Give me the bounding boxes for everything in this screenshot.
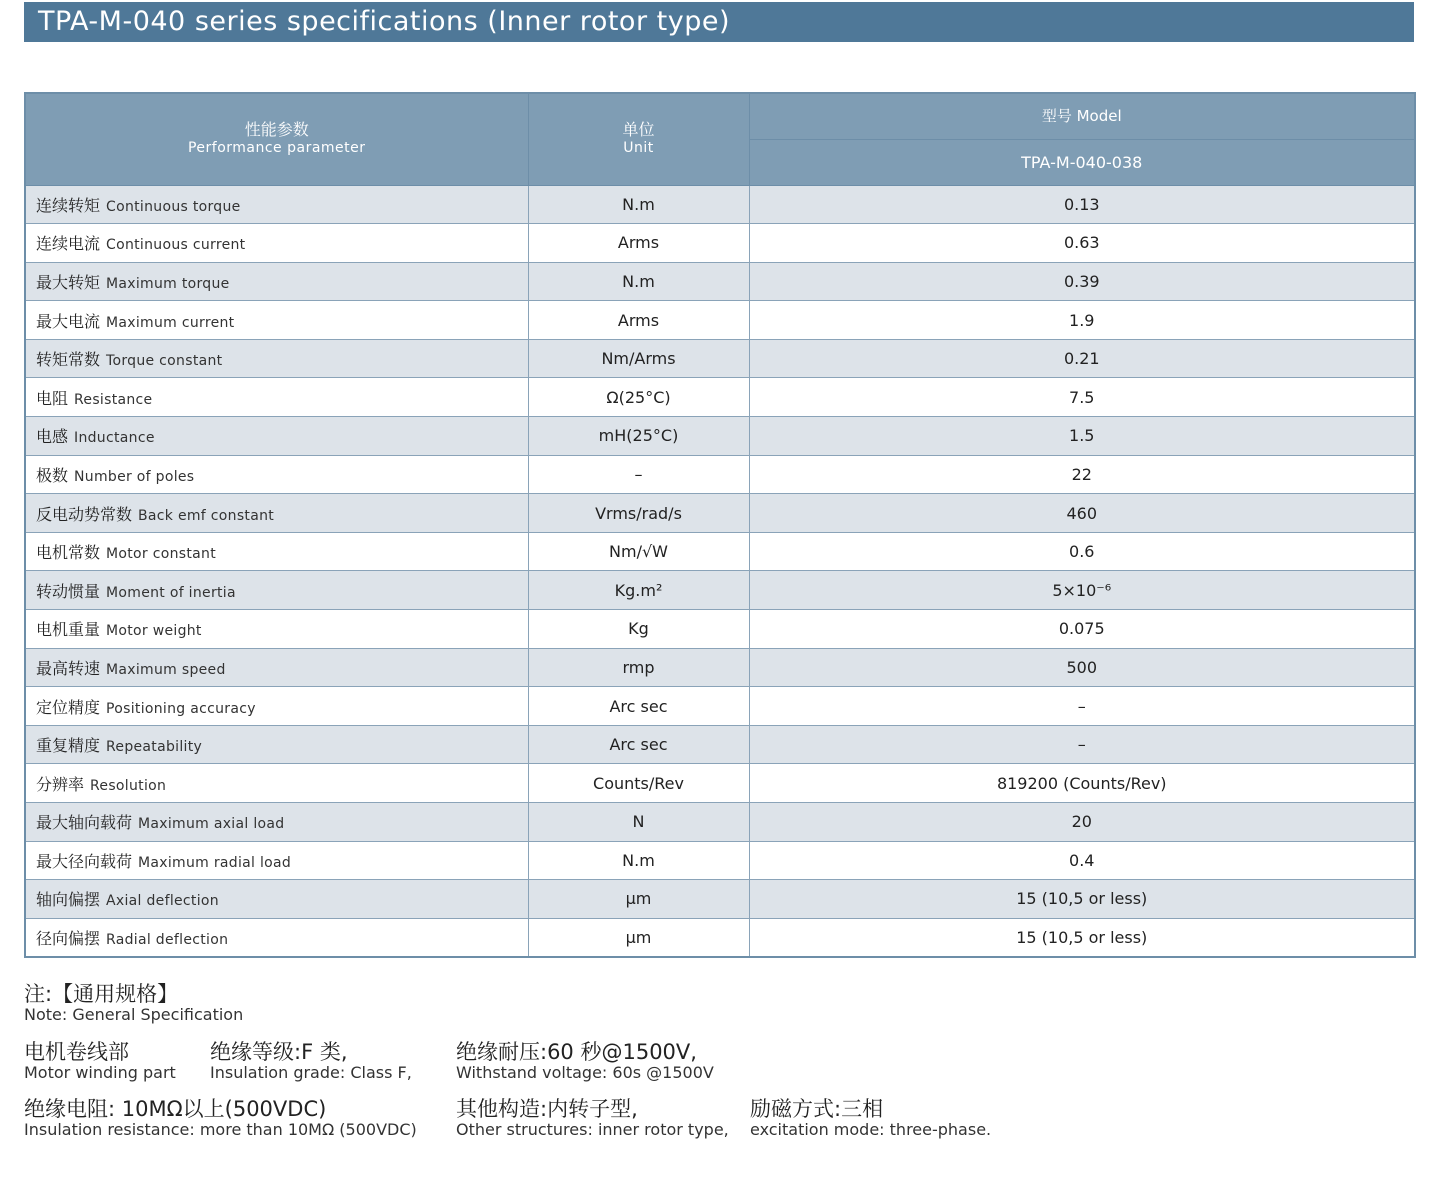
unit-cell: Kg: [528, 610, 749, 649]
value-cell: 22: [749, 455, 1415, 494]
table-row: [25, 648, 1415, 687]
param-name-en: Maximum axial load: [138, 816, 285, 833]
table-row: [25, 494, 1415, 533]
table-row: [25, 918, 1415, 957]
spec-body: [25, 185, 1415, 957]
unit-cell: Counts/Rev: [528, 764, 749, 803]
table-row: [25, 841, 1415, 880]
param-name-zh: 转动惯量: [36, 581, 101, 601]
param-cell: [25, 262, 528, 301]
param-name-zh: 轴向偏摆: [36, 890, 101, 910]
param-name-zh: 定位精度: [36, 697, 101, 717]
param-cell: [25, 841, 528, 880]
param-name-en: Continuous current: [106, 237, 246, 254]
unit-cell: N: [528, 803, 749, 842]
unit-cell: μm: [528, 880, 749, 919]
note-structure-zh: 其他构造:内转子型,: [456, 1097, 638, 1121]
note-insulation-grade-en: Insulation grade: Class F,: [210, 1063, 412, 1082]
param-name-zh: 电机重量: [36, 620, 101, 640]
unit-cell: Arms: [528, 224, 749, 263]
param-name-zh: 径向偏摆: [36, 928, 101, 948]
param-name-zh: 极数: [36, 465, 69, 485]
note-heading-en: Note: General Specification: [24, 1005, 244, 1024]
value-cell: 15 (10,5 or less): [749, 880, 1415, 919]
param-cell: [25, 648, 528, 687]
note-structure: [456, 1097, 729, 1139]
value-cell: 0.4: [749, 841, 1415, 880]
unit-cell: Vrms/rad/s: [528, 494, 749, 533]
unit-cell: N.m: [528, 185, 749, 224]
note-resistance-zh: 绝缘电阻: 10MΩ以上(500VDC): [24, 1097, 327, 1121]
param-name-en: Resistance: [74, 391, 153, 408]
param-cell: [25, 803, 528, 842]
unit-cell: Kg.m²: [528, 571, 749, 610]
table-row: [25, 532, 1415, 571]
table-row: [25, 455, 1415, 494]
value-cell: 0.63: [749, 224, 1415, 263]
param-name-zh: 最大电流: [36, 311, 101, 331]
table-row: [25, 764, 1415, 803]
param-cell: [25, 532, 528, 571]
param-cell: [25, 918, 528, 957]
value-cell: 0.21: [749, 339, 1415, 378]
param-name-en: Motor constant: [106, 546, 216, 563]
value-cell: 0.39: [749, 262, 1415, 301]
param-cell: [25, 764, 528, 803]
unit-cell: mH(25°C): [528, 417, 749, 456]
table-row: [25, 301, 1415, 340]
unit-cell: –: [528, 455, 749, 494]
value-cell: 1.5: [749, 417, 1415, 456]
value-cell: 0.075: [749, 610, 1415, 649]
value-cell: 0.13: [749, 185, 1415, 224]
param-name-zh: 电机常数: [36, 543, 101, 563]
param-cell: [25, 378, 528, 417]
value-cell: 15 (10,5 or less): [749, 918, 1415, 957]
param-name-en: Maximum speed: [106, 661, 226, 678]
param-cell: [25, 455, 528, 494]
param-name-zh: 反电动势常数: [36, 504, 133, 524]
note-heading-zh: 注:【通用规格】: [24, 982, 179, 1006]
unit-cell: Arms: [528, 301, 749, 340]
note-resistance-en: Insulation resistance: more than 10MΩ (500VDC): [24, 1120, 417, 1139]
header-model: 型号 Model: [749, 93, 1415, 139]
value-cell: 20: [749, 803, 1415, 842]
table-row: [25, 378, 1415, 417]
unit-cell: Arc sec: [528, 725, 749, 764]
unit-cell: rmp: [528, 648, 749, 687]
table-row: [25, 687, 1415, 726]
param-cell: [25, 494, 528, 533]
header-model-name: TPA-M-040-038: [749, 139, 1415, 185]
unit-cell: N.m: [528, 262, 749, 301]
param-name-zh: 电阻: [36, 388, 69, 408]
param-name-en: Moment of inertia: [106, 584, 236, 601]
param-cell: [25, 725, 528, 764]
unit-cell: N.m: [528, 841, 749, 880]
header-unit-zh: 单位: [622, 120, 655, 140]
table-row: [25, 339, 1415, 378]
table-row: [25, 262, 1415, 301]
unit-cell: μm: [528, 918, 749, 957]
param-cell: [25, 417, 528, 456]
value-cell: 7.5: [749, 378, 1415, 417]
param-cell: [25, 880, 528, 919]
unit-cell: Ω(25°C): [528, 378, 749, 417]
param-name-zh: 最大径向载荷: [36, 851, 133, 871]
param-cell: [25, 571, 528, 610]
note-heading: [24, 982, 243, 1024]
param-name-en: Radial deflection: [106, 931, 229, 948]
param-name-en: Continuous torque: [106, 198, 241, 215]
param-name-en: Back emf constant: [138, 507, 275, 524]
param-name-zh: 重复精度: [36, 736, 101, 756]
note-withstand: [456, 1040, 714, 1082]
value-cell: 500: [749, 648, 1415, 687]
header-param-en: Performance parameter: [187, 140, 366, 157]
param-cell: [25, 185, 528, 224]
param-name-en: Number of poles: [74, 468, 195, 485]
value-cell: –: [749, 687, 1415, 726]
param-name-zh: 连续电流: [36, 234, 101, 254]
table-row: [25, 571, 1415, 610]
param-name-zh: 连续转矩: [36, 195, 101, 215]
note-winding-zh: 电机卷线部: [24, 1040, 129, 1064]
param-name-en: Maximum torque: [106, 275, 230, 292]
value-cell: 0.6: [749, 532, 1415, 571]
header-param-zh: 性能参数: [244, 120, 309, 140]
param-name-en: Positioning accuracy: [106, 700, 256, 717]
note-insulation-grade: [210, 1040, 412, 1082]
table-row: [25, 417, 1415, 456]
unit-cell: Nm/Arms: [528, 339, 749, 378]
param-name-en: Maximum radial load: [138, 854, 292, 871]
value-cell: –: [749, 725, 1415, 764]
value-cell: 1.9: [749, 301, 1415, 340]
param-name-en: Torque constant: [106, 353, 223, 370]
spec-table: [24, 92, 1416, 958]
note-withstand-zh: 绝缘耐压:60 秒@1500V,: [456, 1040, 697, 1064]
note-winding-en: Motor winding part: [24, 1063, 176, 1082]
note-withstand-en: Withstand voltage: 60s @1500V: [456, 1063, 714, 1082]
header-param: [25, 93, 528, 185]
param-name-en: Inductance: [74, 430, 155, 447]
param-name-zh: 转矩常数: [36, 350, 101, 370]
param-cell: [25, 610, 528, 649]
param-name-en: Resolution: [90, 777, 167, 794]
header-unit: [528, 93, 749, 185]
note-excitation-zh: 励磁方式:三相: [750, 1097, 884, 1121]
table-row: [25, 610, 1415, 649]
page-title: TPA-M-040 series specifications (Inner rotor type): [24, 2, 1414, 42]
value-cell: 819200 (Counts/Rev): [749, 764, 1415, 803]
param-name-en: Repeatability: [106, 739, 203, 756]
header-unit-en: Unit: [623, 140, 654, 157]
table-row: [25, 224, 1415, 263]
value-cell: 5×10⁻⁶: [749, 571, 1415, 610]
note-winding: [24, 1040, 176, 1082]
table-row: [25, 725, 1415, 764]
note-excitation: [750, 1097, 991, 1139]
param-name-en: Axial deflection: [106, 893, 219, 910]
param-name-zh: 最大轴向载荷: [36, 813, 133, 833]
param-cell: [25, 687, 528, 726]
param-name-zh: 电感: [36, 427, 69, 447]
param-name-zh: 分辨率: [36, 774, 85, 794]
param-cell: [25, 224, 528, 263]
value-cell: 460: [749, 494, 1415, 533]
note-insulation-grade-zh: 绝缘等级:F 类,: [210, 1040, 348, 1064]
param-cell: [25, 339, 528, 378]
note-structure-en: Other structures: inner rotor type,: [456, 1120, 729, 1139]
param-name-zh: 最高转速: [36, 658, 101, 678]
param-name-en: Maximum current: [106, 314, 235, 331]
param-cell: [25, 301, 528, 340]
table-row: [25, 803, 1415, 842]
param-name-en: Motor weight: [106, 623, 202, 640]
note-resistance: [24, 1097, 417, 1139]
note-excitation-en: excitation mode: three-phase.: [750, 1120, 992, 1139]
table-row: [25, 185, 1415, 224]
table-row: [25, 880, 1415, 919]
unit-cell: Nm/√W: [528, 532, 749, 571]
unit-cell: Arc sec: [528, 687, 749, 726]
param-name-zh: 最大转矩: [36, 272, 101, 292]
